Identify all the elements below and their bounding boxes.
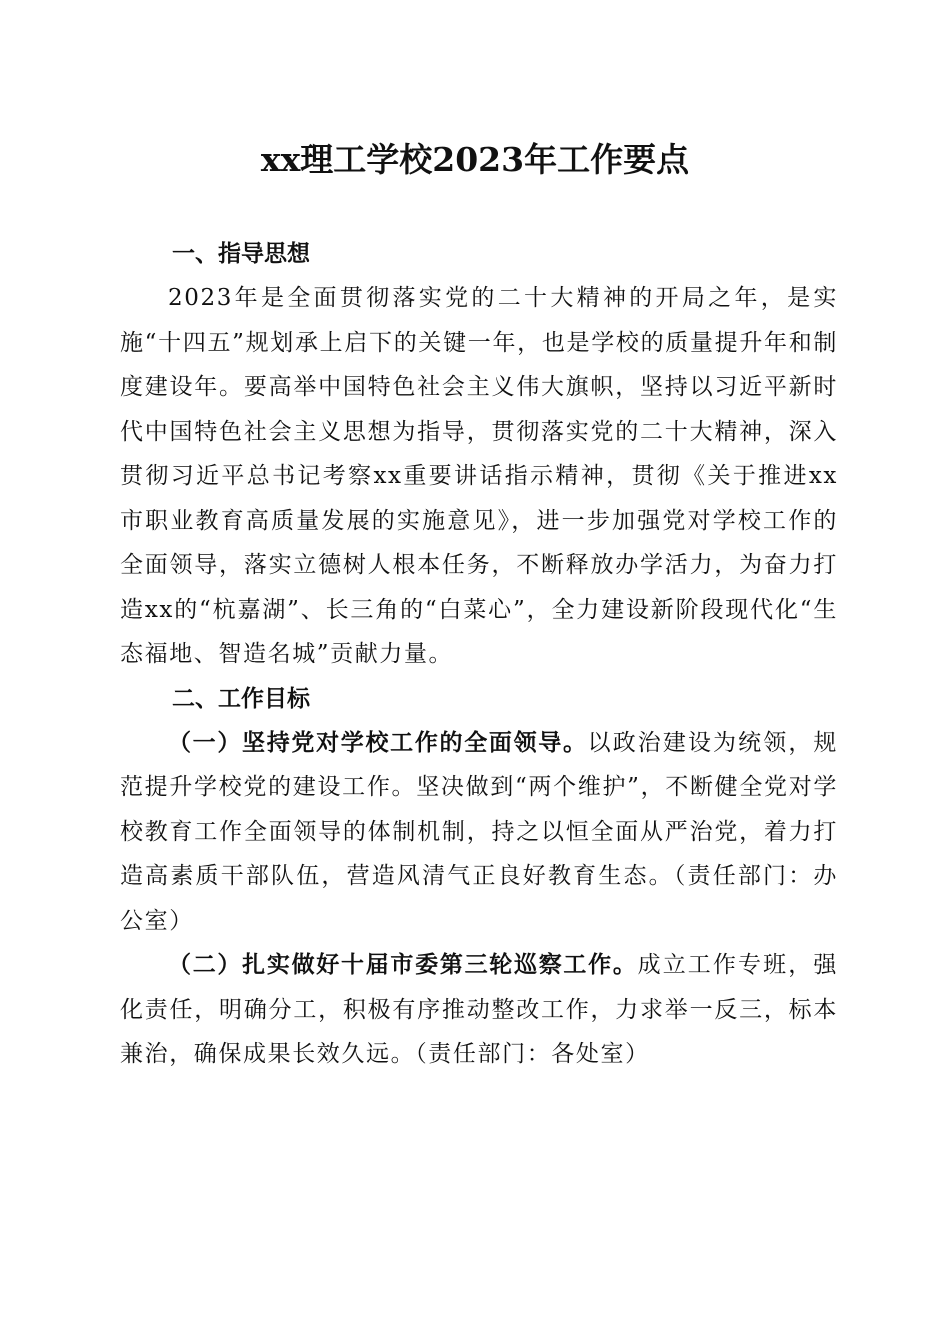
paragraph-guiding-ideology (120, 276, 838, 677)
paragraph-goal-2 (120, 943, 838, 1077)
paragraph-goal-1 (120, 721, 838, 944)
document-body (120, 232, 838, 1077)
paragraph-lead: （二）扎实做好十届市委第三轮巡察工作。 (168, 952, 638, 978)
paragraph-text: 以政治建设为统领，规范提升学校党的建设工作。坚决做到“两个维护”，不断健全党对学校教育工作全面领导的体制机制，持之以恒全面从严治党，着力打造高素质干部队伍，营造风清气正良好教育生态。（责任部门：办公室） (120, 729, 838, 934)
paragraph-text: 2023年是全面贯彻落实党的二十大精神的开局之年，是实施“十四五”规划承上启下的关键一年，也是学校的质量提升年和制度建设年。要高举中国特色社会主义伟大旗帜，坚持以习近平新时代中国特色社会主义思想为指导，贯彻落实党的二十大精神，深入贯彻习近平总书记考察xx重要讲话指示精神，贯彻《关于推进xx市职业教育高质量发展的实施意见》，进一步加强党对学校工作的全面领导，落实立德树人根本任务，不断释放办学活力，为奋力打造xx的“杭嘉湖”、长三角的“白菜心”，全力建设新阶段现代化“生态福地、智造名城”贡献力量。 (120, 285, 838, 667)
paragraph-lead: （一）坚持党对学校工作的全面领导。 (168, 729, 588, 756)
section-heading-guiding-ideology: 一、指导思想 (172, 241, 310, 267)
paragraph-text: 成立工作专班，强化责任，明确分工，积极有序推动整改工作，力求举一反三，标本兼治，确保成果长效久远。（责任部门：各处室） (120, 952, 838, 1067)
section-heading-work-goals: 二、工作目标 (172, 685, 310, 712)
document-title: xx理工学校2023年工作要点 (260, 140, 690, 179)
